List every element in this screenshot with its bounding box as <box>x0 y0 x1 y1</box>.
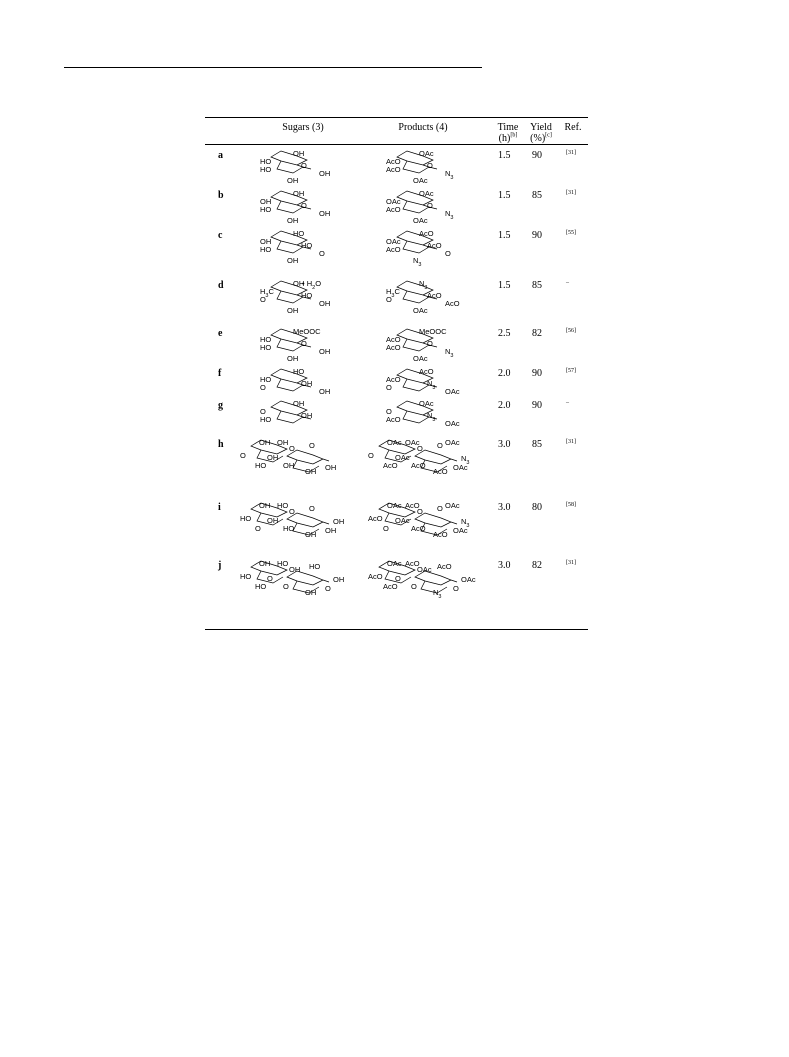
atom-label: OAc <box>395 516 410 525</box>
atom-label: O <box>301 339 307 348</box>
atom-label: OAc <box>387 501 402 510</box>
row-label: d <box>218 280 224 291</box>
ref-value: [55] <box>566 230 576 236</box>
atom-label: AcO <box>386 157 401 166</box>
atom-label: O <box>386 407 392 416</box>
atom-label: OH <box>267 453 279 462</box>
atom-label: • $H_2O$ <box>302 279 322 291</box>
atom-label: HO <box>255 582 267 591</box>
time-value: 3.0 <box>498 560 511 571</box>
atom-label: HO <box>293 367 305 376</box>
atom-label: HO <box>260 205 272 214</box>
yield-value: 82 <box>532 560 542 571</box>
atom-label: $H_3C$ <box>260 287 274 299</box>
ref-value: [31] <box>566 439 576 445</box>
product-structure-drawing <box>383 397 463 439</box>
atom-label: OAc <box>419 149 434 158</box>
atom-label: OH <box>287 176 299 185</box>
atom-label: $H_3C$ <box>386 287 400 299</box>
table-top-rule <box>205 117 588 118</box>
atom-label: AcO <box>386 343 401 352</box>
yield-value: 90 <box>532 400 542 411</box>
atom-label: OH <box>301 379 313 388</box>
atom-label: OH <box>319 169 331 178</box>
header-time-unit: (h) <box>498 133 511 144</box>
atom-label: HO <box>260 375 272 384</box>
atom-label: OH <box>287 354 299 363</box>
atom-label: AcO <box>411 524 426 533</box>
atom-label: O <box>453 584 459 593</box>
sugar-structure <box>237 557 357 624</box>
atom-label: $N_3$ <box>413 256 422 268</box>
ref-value: [56] <box>566 328 576 334</box>
atom-label: AcO <box>419 367 434 376</box>
atom-label: OAc <box>387 438 402 447</box>
atom-label: HO <box>240 514 252 523</box>
atom-label: OAc <box>445 501 460 510</box>
product-structure-drawing <box>383 227 463 269</box>
atom-label: MeOOC <box>293 327 321 336</box>
atom-label: OH <box>293 399 305 408</box>
atom-label: O <box>427 161 433 170</box>
sugar-structure-drawing <box>257 325 337 367</box>
atom-label: MeOOC <box>419 327 447 336</box>
atom-label: O <box>437 441 443 450</box>
product-structure-drawing <box>365 436 485 498</box>
atom-label: O <box>325 584 331 593</box>
atom-label: HO <box>255 461 267 470</box>
atom-label: $N_3$ <box>433 588 442 600</box>
atom-label: AcO <box>386 335 401 344</box>
sugar-structure-drawing <box>257 187 337 229</box>
atom-label: AcO <box>419 229 434 238</box>
atom-label: OAc <box>419 399 434 408</box>
results-table <box>205 117 588 630</box>
yield-value: 90 <box>532 230 542 241</box>
atom-label: OH <box>259 559 271 568</box>
atom-label: HO <box>283 524 295 533</box>
header-sugars: Sugars (3) <box>282 122 324 133</box>
row-label: i <box>218 502 221 513</box>
atom-label: OAc <box>405 438 420 447</box>
atom-label: AcO <box>437 562 452 571</box>
atom-label: OH <box>260 237 272 246</box>
row-label: a <box>218 150 223 161</box>
atom-label: HO <box>260 335 272 344</box>
atom-label: OAc <box>395 453 410 462</box>
atom-label: OH <box>287 256 299 265</box>
time-value: 3.0 <box>498 439 511 450</box>
time-value: 2.0 <box>498 400 511 411</box>
row-label: j <box>218 560 222 571</box>
atom-label: HO <box>293 229 305 238</box>
ref-value: – <box>566 400 569 406</box>
header-rule <box>205 144 588 145</box>
atom-label: OAc <box>445 438 460 447</box>
ref-value: [31] <box>566 190 576 196</box>
atom-label: AcO <box>386 375 401 384</box>
atom-label: HO <box>260 343 272 352</box>
atom-label: O <box>260 383 266 392</box>
ref-value: [58] <box>566 502 576 508</box>
table-bottom-rule <box>205 629 588 630</box>
atom-label: OH <box>319 387 331 396</box>
product-structure <box>365 499 485 566</box>
atom-label: O <box>255 524 261 533</box>
atom-label: OAc <box>386 197 401 206</box>
sugar-structure-drawing <box>257 397 337 439</box>
sugar-structure-drawing <box>237 499 357 561</box>
header-yield <box>525 122 557 144</box>
atom-label: OH <box>319 299 331 308</box>
atom-label: OH <box>319 209 331 218</box>
yield-value: 85 <box>532 190 542 201</box>
sugar-structure-drawing <box>237 557 357 619</box>
ref-value: [31] <box>566 150 576 156</box>
atom-label: AcO <box>368 514 383 523</box>
atom-label: O <box>240 451 246 460</box>
ref-value: – <box>566 280 569 286</box>
time-value: 1.5 <box>498 230 511 241</box>
atom-label: AcO <box>445 299 460 308</box>
atom-label: O <box>319 249 325 258</box>
row-label: e <box>218 328 223 339</box>
atom-label: OH <box>333 517 345 526</box>
atom-label: O <box>386 295 392 304</box>
atom-label: AcO <box>405 559 420 568</box>
atom-label: OH <box>293 279 305 288</box>
atom-label: HO <box>301 291 313 300</box>
atom-label: HO <box>277 559 289 568</box>
atom-label: OH <box>260 197 272 206</box>
atom-label: O <box>417 507 423 516</box>
atom-label: HO <box>260 157 272 166</box>
atom-label: $N_3$ <box>445 209 454 221</box>
atom-label: OH <box>305 467 317 476</box>
atom-label: OH <box>301 411 313 420</box>
row-label: h <box>218 439 224 450</box>
atom-label: $N_3$ <box>427 411 436 423</box>
atom-label: OAc <box>386 237 401 246</box>
atom-label: HO <box>260 245 272 254</box>
atom-label: HO <box>309 562 321 571</box>
atom-label: OAc <box>413 176 428 185</box>
atom-label: OH <box>287 216 299 225</box>
atom-label: AcO <box>433 467 448 476</box>
yield-value: 85 <box>532 439 542 450</box>
atom-label: OAc <box>453 463 468 472</box>
atom-label: O <box>301 201 307 210</box>
atom-label: OH <box>277 438 289 447</box>
atom-label: OH <box>325 526 337 535</box>
time-value: 1.5 <box>498 150 511 161</box>
product-structure <box>365 436 485 503</box>
row-label: b <box>218 190 224 201</box>
atom-label: O <box>260 295 266 304</box>
time-value: 2.0 <box>498 368 511 379</box>
atom-label: OH <box>259 438 271 447</box>
yield-value: 90 <box>532 150 542 161</box>
atom-label: OH <box>259 501 271 510</box>
atom-label: AcO <box>433 530 448 539</box>
atom-label: O <box>309 441 315 450</box>
atom-label: AcO <box>405 501 420 510</box>
atom-label: OH <box>305 530 317 539</box>
atom-label: O <box>289 507 295 516</box>
time-value: 2.5 <box>498 328 511 339</box>
atom-label: $N_3$ <box>419 279 428 291</box>
atom-label: OH <box>283 461 295 470</box>
product-structure-drawing <box>383 325 463 367</box>
atom-label: OH <box>333 575 345 584</box>
header-time-note: [b] <box>510 132 518 139</box>
header-ref: Ref. <box>564 122 582 133</box>
yield-value: 90 <box>532 368 542 379</box>
sugar-structure <box>237 436 357 503</box>
atom-label: O <box>427 201 433 210</box>
atom-label: AcO <box>386 415 401 424</box>
header-products: Products (4) <box>398 122 448 133</box>
row-label: c <box>218 230 223 241</box>
product-structure-drawing <box>383 187 463 229</box>
atom-label: O <box>383 524 389 533</box>
atom-label: O <box>309 504 315 513</box>
header-yield-label: Yield <box>530 122 552 133</box>
atom-label: O <box>283 582 289 591</box>
row-label: f <box>218 368 222 379</box>
header-time <box>492 122 524 144</box>
atom-label: O <box>437 504 443 513</box>
atom-label: O <box>368 451 374 460</box>
atom-label: AcO <box>427 291 442 300</box>
atom-label: OH <box>267 516 279 525</box>
sugar-structure <box>257 277 337 324</box>
sugar-structure-drawing <box>257 147 337 189</box>
time-value: 1.5 <box>498 280 511 291</box>
yield-value: 82 <box>532 328 542 339</box>
sugar-structure-drawing <box>237 436 357 498</box>
atom-label: $N_3$ <box>427 379 436 391</box>
atom-label: OAc <box>453 526 468 535</box>
atom-label: O <box>427 339 433 348</box>
atom-label: $N_3$ <box>461 517 470 529</box>
header-time-label: Time <box>497 122 519 133</box>
sugar-structure-drawing <box>257 227 337 269</box>
ref-value: [57] <box>566 368 576 374</box>
product-structure-drawing <box>383 277 463 319</box>
atom-label: O <box>260 407 266 416</box>
atom-label: OH <box>293 149 305 158</box>
product-structure <box>365 557 485 624</box>
sugar-structure <box>237 499 357 566</box>
atom-label: OAc <box>445 387 460 396</box>
atom-label: O <box>301 161 307 170</box>
atom-label: OH <box>293 189 305 198</box>
atom-label: OAc <box>445 419 460 428</box>
product-structure <box>383 277 463 324</box>
row-label: g <box>218 400 223 411</box>
atom-label: O <box>386 383 392 392</box>
atom-label: AcO <box>386 205 401 214</box>
time-value: 1.5 <box>498 190 511 201</box>
atom-label: $N_3$ <box>445 169 454 181</box>
product-structure-drawing <box>365 557 485 619</box>
atom-label: HO <box>260 415 272 424</box>
atom-label: OH <box>325 463 337 472</box>
atom-label: O <box>411 582 417 591</box>
atom-label: OAc <box>417 565 432 574</box>
atom-label: HO <box>301 241 313 250</box>
atom-label: O <box>395 574 401 583</box>
atom-label: AcO <box>368 572 383 581</box>
atom-label: OH <box>319 347 331 356</box>
atom-label: AcO <box>386 245 401 254</box>
atom-label: OAc <box>413 306 428 315</box>
atom-label: OH <box>289 565 301 574</box>
atom-label: HO <box>260 165 272 174</box>
sugar-structure <box>257 227 337 274</box>
time-value: 3.0 <box>498 502 511 513</box>
atom-label: HO <box>240 572 252 581</box>
atom-label: OAc <box>413 354 428 363</box>
atom-label: AcO <box>383 582 398 591</box>
atom-label: $N_3$ <box>445 347 454 359</box>
atom-label: OAc <box>419 189 434 198</box>
atom-label: O <box>267 574 273 583</box>
atom-label: OH <box>305 588 317 597</box>
ref-value: [31] <box>566 560 576 566</box>
sugar-structure-drawing <box>257 277 337 319</box>
header-yield-unit: (%) <box>530 133 546 144</box>
atom-label: OAc <box>387 559 402 568</box>
atom-label: O <box>417 444 423 453</box>
yield-value: 80 <box>532 502 542 513</box>
atom-label: OAc <box>461 575 476 584</box>
atom-label: AcO <box>386 165 401 174</box>
atom-label: O <box>445 249 451 258</box>
product-structure-drawing <box>383 147 463 189</box>
atom-label: OH <box>287 306 299 315</box>
atom-label: AcO <box>411 461 426 470</box>
yield-value: 85 <box>532 280 542 291</box>
atom-label: $N_3$ <box>461 454 470 466</box>
atom-label: AcO <box>383 461 398 470</box>
atom-label: O <box>289 444 295 453</box>
product-structure <box>383 227 463 274</box>
header-yield-note: [c] <box>545 132 552 139</box>
atom-label: OAc <box>413 216 428 225</box>
product-structure-drawing <box>365 499 485 561</box>
atom-label: HO <box>277 501 289 510</box>
atom-label: AcO <box>427 241 442 250</box>
page-top-rule <box>64 67 482 68</box>
